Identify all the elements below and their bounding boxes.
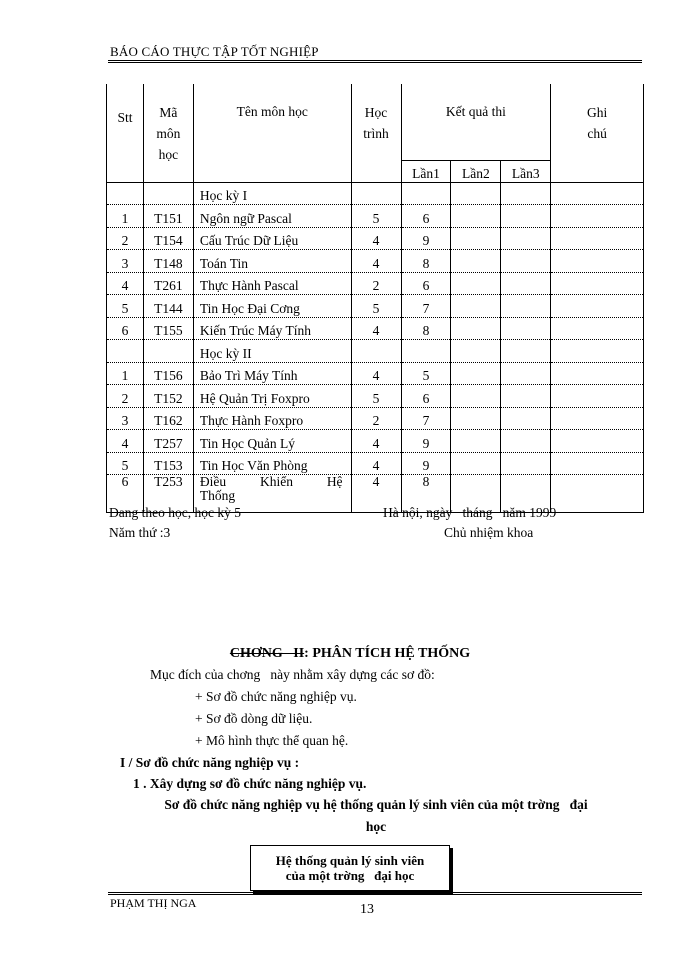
- course-name: Thực Hành Foxpro: [193, 407, 351, 430]
- course-row: [107, 227, 644, 250]
- course-stt: 4: [107, 272, 144, 295]
- course-row: [107, 205, 644, 228]
- course-note: [551, 430, 644, 453]
- course-note: [551, 272, 644, 295]
- course-code: T151: [143, 205, 193, 228]
- bullet-item: + Mô hình thực thể quan hệ.: [195, 733, 349, 748]
- course-code: T148: [143, 250, 193, 273]
- author-name: PHẠM THỊ NGA: [110, 896, 197, 910]
- course-credits: 2: [351, 272, 401, 295]
- col-name-header: Tên môn học: [193, 84, 351, 182]
- course-name: Tin Học Văn Phòng: [193, 452, 351, 475]
- semester-row: [107, 340, 644, 363]
- attempt3-score: [501, 205, 551, 228]
- attempt3-score: [501, 317, 551, 340]
- course-credits: 4: [351, 452, 401, 475]
- col-attempt2-header: Lần2: [451, 160, 501, 182]
- attempt2-score: [451, 272, 501, 295]
- course-code: T154: [143, 227, 193, 250]
- course-stt: 3: [107, 407, 144, 430]
- attempt1-score: 9: [401, 430, 451, 453]
- course-name: Thực Hành Pascal: [193, 272, 351, 295]
- col-note-header: Ghi chú: [551, 84, 644, 182]
- course-credits: 4: [351, 227, 401, 250]
- course-row: [107, 250, 644, 273]
- purpose-text: Mục đích của chơng này nhằm xây dựng các sơ đồ:: [150, 667, 435, 682]
- col-stt-header: Stt: [107, 84, 144, 182]
- course-note: [551, 407, 644, 430]
- attempt2-score: [451, 227, 501, 250]
- attempt1-score: 7: [401, 295, 451, 318]
- grade-table: [106, 84, 644, 513]
- course-credits: 4: [351, 362, 401, 385]
- place-date: Hà nội, ngày tháng năm 1999: [383, 505, 557, 520]
- attempt3-score: [501, 362, 551, 385]
- col-credits-header: Học trình: [351, 84, 401, 182]
- attempt3-score: [501, 272, 551, 295]
- course-row: [107, 385, 644, 408]
- course-credits: 4: [351, 317, 401, 340]
- system-root-box: [250, 845, 450, 891]
- course-credits: 2: [351, 407, 401, 430]
- course-code: T156: [143, 362, 193, 385]
- attempt1-score: 9: [401, 227, 451, 250]
- col-attempt3-header: Lần3: [501, 160, 551, 182]
- subsection-heading: 1 . Xây dựng sơ đồ chức năng nghiệp vụ.: [133, 776, 367, 791]
- course-code: T152: [143, 385, 193, 408]
- course-stt: 4: [107, 430, 144, 453]
- attempt3-score: [501, 227, 551, 250]
- study-status: Đang theo học, học kỳ 5: [109, 505, 241, 520]
- course-stt: 5: [107, 295, 144, 318]
- course-note: [551, 317, 644, 340]
- course-credits: 5: [351, 205, 401, 228]
- course-code: T261: [143, 272, 193, 295]
- attempt3-score: [501, 295, 551, 318]
- attempt2-score: [451, 295, 501, 318]
- course-name: Tin Học Quản Lý: [193, 430, 351, 453]
- course-note: [551, 205, 644, 228]
- course-credits: 5: [351, 385, 401, 408]
- attempt2-score: [451, 385, 501, 408]
- course-code: T144: [143, 295, 193, 318]
- course-credits: 4: [351, 430, 401, 453]
- semester-row: [107, 182, 644, 205]
- course-name: Ngôn ngữ Pascal: [193, 205, 351, 228]
- header-rule: [108, 60, 642, 63]
- bullet-item: + Sơ đồ dòng dữ liệu.: [195, 711, 313, 726]
- course-name: Toán Tin: [193, 250, 351, 273]
- col-code-header: Mã môn học: [143, 84, 193, 182]
- figure-caption-cont: học: [365, 819, 387, 834]
- course-code: T257: [143, 430, 193, 453]
- attempt1-score: 9: [401, 452, 451, 475]
- course-code: T162: [143, 407, 193, 430]
- course-name: Hệ Quản Trị Foxpro: [193, 385, 351, 408]
- course-name: Kiến Trúc Máy Tính: [193, 317, 351, 340]
- course-note: [551, 452, 644, 475]
- course-code: T253: [143, 475, 193, 513]
- course-note: [551, 385, 644, 408]
- course-row: [107, 430, 644, 453]
- course-name: Tin Học Đại Cơng: [193, 295, 351, 318]
- attempt2-score: [451, 205, 501, 228]
- bullet-item: + Sơ đồ chức năng nghiệp vụ.: [195, 689, 357, 704]
- page-number: 13: [360, 902, 374, 917]
- attempt3-score: [501, 407, 551, 430]
- course-code: T153: [143, 452, 193, 475]
- course-stt: 6: [107, 317, 144, 340]
- course-stt: 6: [107, 475, 144, 513]
- attempt3-score: [501, 385, 551, 408]
- attempt2-score: [451, 430, 501, 453]
- attempt2-score: [451, 362, 501, 385]
- course-note: [551, 227, 644, 250]
- attempt2-score: [451, 452, 501, 475]
- signer-title: Chủ nhiệm khoa: [444, 525, 534, 540]
- attempt1-score: 6: [401, 205, 451, 228]
- attempt2-score: [451, 317, 501, 340]
- attempt1-score: 8: [401, 250, 451, 273]
- box-line: của một trờng đại học: [285, 868, 415, 883]
- semester-label: Học kỳ I: [193, 182, 351, 205]
- course-note: [551, 475, 644, 513]
- course-row: [107, 452, 644, 475]
- attempt1-score: 6: [401, 272, 451, 295]
- course-stt: 2: [107, 385, 144, 408]
- attempt1-score: 5: [401, 362, 451, 385]
- attempt1-score: 6: [401, 385, 451, 408]
- attempt3-score: [501, 430, 551, 453]
- footer-rule: [108, 892, 642, 895]
- attempt3-score: [501, 250, 551, 273]
- box-line: Hệ thống quản lý sinh viên: [275, 853, 425, 868]
- course-stt: 2: [107, 227, 144, 250]
- attempt1-score: 7: [401, 407, 451, 430]
- course-row: [107, 317, 644, 340]
- running-header: BÁO CÁO THỰC TẬP TỐT NGHIỆP: [110, 44, 319, 59]
- course-note: [551, 295, 644, 318]
- attempt1-score: 8: [401, 475, 451, 513]
- course-credits: 5: [351, 295, 401, 318]
- course-code: T155: [143, 317, 193, 340]
- course-row: [107, 295, 644, 318]
- study-year: Năm thứ :3: [109, 525, 171, 540]
- col-results-header: Kết quả thi: [401, 84, 551, 160]
- attempt2-score: [451, 250, 501, 273]
- course-stt: 3: [107, 250, 144, 273]
- course-stt: 5: [107, 452, 144, 475]
- figure-caption: Sơ đồ chức năng nghiệp vụ hệ thống quản lý sinh viên của một trờng đại: [164, 797, 588, 812]
- chapter-title: CHƠNG II: PHÂN TÍCH HỆ THỐNG: [229, 646, 471, 661]
- course-row: [107, 362, 644, 385]
- course-stt: 1: [107, 205, 144, 228]
- attempt3-score: [501, 452, 551, 475]
- course-note: [551, 250, 644, 273]
- course-name: Cấu Trúc Dữ Liệu: [193, 227, 351, 250]
- course-note: [551, 362, 644, 385]
- course-credits: 4: [351, 475, 401, 513]
- section-heading: I / Sơ đồ chức năng nghiệp vụ :: [120, 755, 300, 770]
- course-stt: 1: [107, 362, 144, 385]
- course-row: [107, 407, 644, 430]
- course-name: Bảo Trì Máy Tính: [193, 362, 351, 385]
- course-credits: 4: [351, 250, 401, 273]
- semester-label: Học kỳ II: [193, 340, 351, 363]
- attempt1-score: 8: [401, 317, 451, 340]
- attempt2-score: [451, 407, 501, 430]
- course-row: [107, 272, 644, 295]
- col-attempt1-header: Lần1: [401, 160, 451, 182]
- course-name: Điều Khiển Hệ Thống: [193, 475, 351, 513]
